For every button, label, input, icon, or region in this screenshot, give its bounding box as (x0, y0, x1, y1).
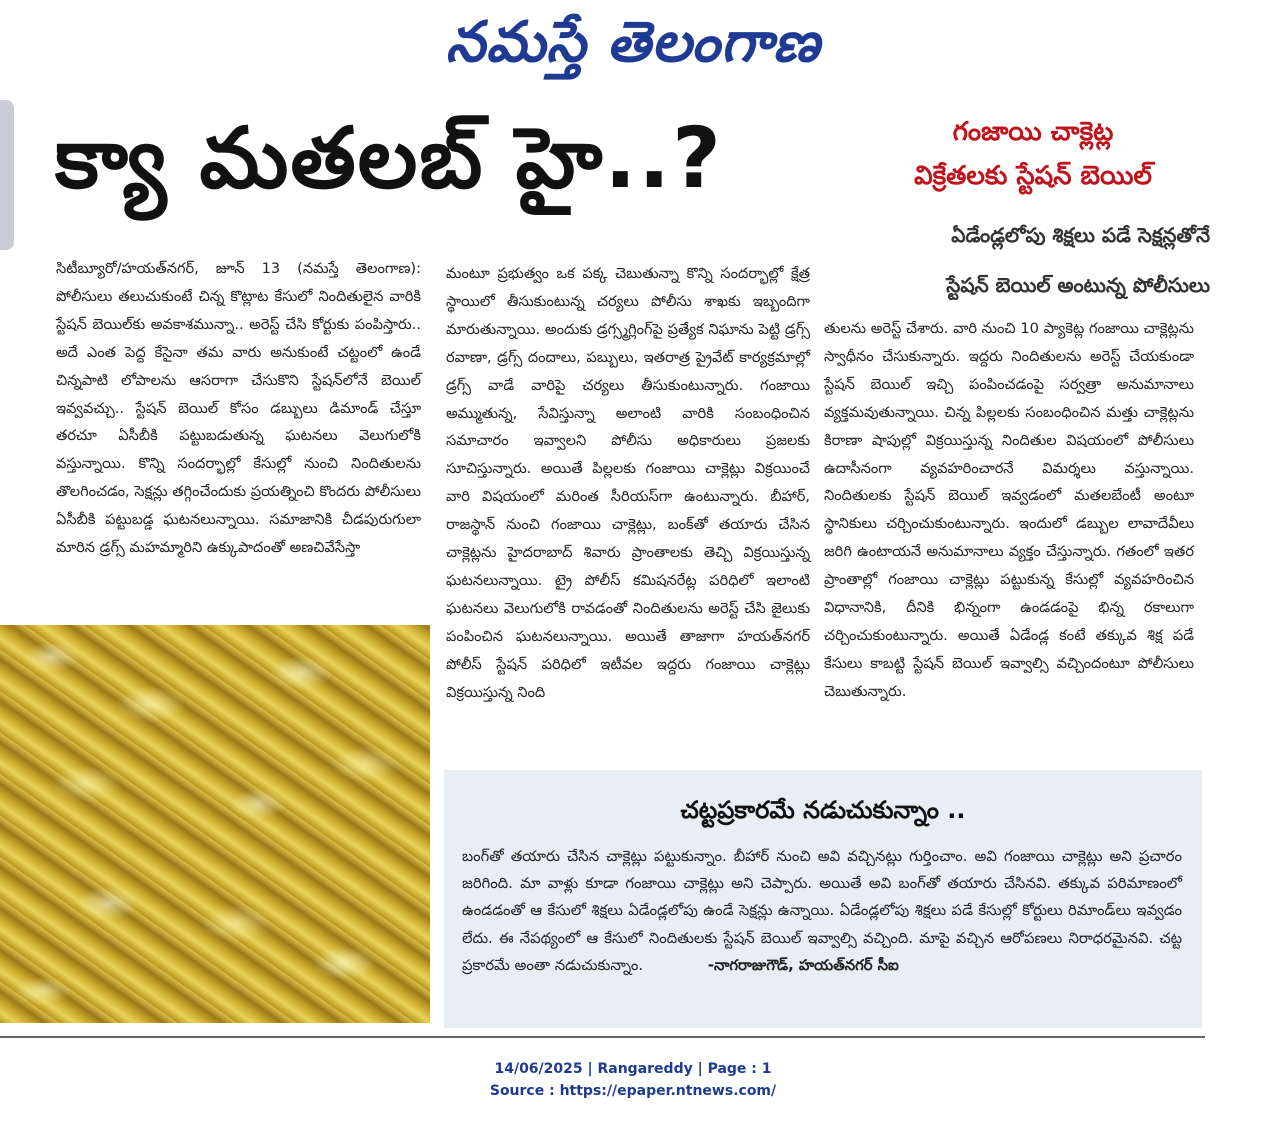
footer (0, 1058, 1266, 1102)
grey-subheadline-line2: స్టేషన్ బెయిల్ అంటున్న పోలీసులు (946, 273, 1210, 297)
masthead-logo: నమస్తే తెలంగాణ (445, 10, 821, 75)
chocolate-packets-photo (0, 625, 430, 1023)
red-subheadline-line1: గంజాయి చాక్లెట్ల (952, 117, 1114, 147)
footer-source-line: Source : https://epaper.ntnews.com/ (489, 1083, 777, 1099)
red-subheadline-line2: విక్రేతలకు స్టేషన్ బెయిల్ (914, 161, 1152, 191)
quote-signature: -నాగరాజుగౌడ్, హయత్‌నగర్ సీఐ (707, 956, 899, 974)
footer-date-line: 14/06/2025 | Rangareddy | Page : 1 (494, 1061, 772, 1077)
red-subheadline (858, 110, 1208, 198)
decorative-side-bar (0, 100, 14, 250)
grey-subheadline (835, 210, 1210, 310)
quote-body: బంగ్‌తో తయారు చేసిన చాక్లెట్లు పట్టుకున్నాం. బీహార్ నుంచి అవి వచ్చినట్లు గుర్తించాం. అవి గంజాయి చాక్లెట్లు అని ప్రచారం జరిగింది. మా వాళ్లు కూడా గంజాయి చాక్లెట్లు అని చెప్పారు. అయితే అవి బంగ్‌తో తయారు చేసినవి. తక్కువ పరిమాణంలో ఉండడంతో ఆ కేసులో శిక్షలు ఏడేండ్లలోపు ఉండే సెక్షన్లు ఉన్నాయి. ఏడేండ్లలోపు శిక్షలు పడే కేసుల్లో కోర్టులు రిమాండ్‌లు ఇవ్వడం లేదు. ఈ నేపథ్యంలో ఆ కేసులో నిందితులకు స్టేషన్ బెయిల్ ఇవ్వాల్సి వచ్చింది. మాపై వచ్చిన ఆరోపణలు నిరాధరమైనవి. చట్ట ప్రకారమే అంతా నడుచుకున్నాం. (462, 848, 1182, 974)
footer-divider (0, 1036, 1205, 1038)
article-column-2: మంటూ ప్రభుత్వం ఒక పక్క చెబుతున్నా కొన్ని సందర్భాల్లో క్షేత్ర స్థాయిలో తీసుకుంటున్న చర్యలు పోలీసు శాఖకు ఇబ్బందిగా మారుతున్నాయి. అందుకు డ్రగ్స్మగ్లింగ్‌పై ప్రత్యేక నిఘాను పెట్టి డ్రగ్స్ రవాణా, డ్రగ్స్ దందాలు, పబ్బులు, ఇతరాత్ర ప్రైవేట్ కార్యక్రమాల్లో డ్రగ్స్ వాడే వారిపై చర్యలు తీసుకుంటున్నారు. గంజాయి అమ్ముతున్న, సేవిస్తున్నా అలాంటి వారికి సంబంధించిన సమాచారం ఇవ్వాలని పోలీసు అధికారులు ప్రజలకు సూచిస్తున్నారు. అయితే పిల్లలకు గంజాయి చాక్లెట్లు విక్రయించే వారి విషయంలో మరింత సీరియస్‌గా ఉంటున్నారు. బీహార్, రాజస్థాన్ నుంచి గంజాయి చాక్లెట్లు, బంక్‌తో తయారు చేసిన చాక్లెట్లను హైదరాబాద్ శివారు ప్రాంతాలకు తెచ్చి విక్రయిస్తున్న ఘటనలున్నాయి. ట్రై పోలీస్ కమిషనరేట్ల పరిధిలో ఇలాంటి ఘటనలు వెలుగులోకి రావడంతో నిందితులను అరెస్ట్ చేసి జైలుకు పంపించిన ఘటనలున్నాయి. అయితే తాజాగా హయత్‌నగర్ పోలీస్ స్టేషన్ పరిధిలో ఇటీవల ఇద్దరు గంజాయి చాక్లెట్లు విక్రయిస్తున్న నింది (446, 265, 810, 701)
headline: క్యా మతలబ్ హై..? (55, 109, 723, 207)
quote-box-title: చట్టప్రకారమే నడుచుకున్నాం .. (680, 796, 966, 824)
article-column-1: సిటీబ్యూరో/హయత్‌నగర్, జూన్ 13 (నమస్తే తెలంగాణ): పోలీసులు తలుచుకుంటే చిన్న కొట్లాట కేసులో నిందితులైన వారికి స్టేషన్ బెయిల్‌కు అవకాశమున్నా.. అరెస్ట్ చేసి కోర్టుకు పంపిస్తారు.. అదే ఎంత పెద్ద కేసైనా తమ వారు అనుకుంటే చట్టంలో ఉండే చిన్నపాటి లోపాలను ఆసరాగా చేసుకొని స్టేషన్‌లోనే బెయిల్ ఇవ్వవచ్చు.. స్టేషన్ బెయిల్ కోసం డబ్బులు డిమాండ్ చేస్తూ తరచూ ఏసీబీకి పట్టుబడుతున్న ఘటనలు వెలుగులోకి వస్తున్నాయి. కొన్ని సందర్భాల్లో కేసుల్లో నుంచి నిందితులను తొలగించడం, సెక్షన్లు తగ్గించేందుకు ప్రయత్నించి కొందరు పోలీసులు ఏసీబీకి పట్టుబడ్డ ఘటనలున్నాయి. సమాజానికి చీడపురుగులా మారిన డ్రగ్స్ మహమ్మారిని ఉక్కుపాదంతో అణచివేసేస్తా (56, 260, 421, 557)
grey-subheadline-line1: ఏడేండ్లలోపు శిక్షలు పడే సెక్షన్లతోనే (951, 223, 1210, 247)
quote-box-text (462, 843, 1182, 979)
article-column-3: తులను అరెస్ట్ చేశారు. వారి నుంచి 10 ప్యాకెట్ల గంజాయి చాక్లెట్లను స్వాధీనం చేసుకున్నారు. ఇద్దరు నిందితులను అరెస్ట్ చేయకుండా స్టేషన్ బెయిల్ ఇచ్చి పంపించడంపై సర్వత్రా అనుమానాలు వ్యక్తమవుతున్నాయి. చిన్న పిల్లలకు సంబంధించిన మత్తు చాక్లెట్లను కిరాణా షాపుల్లో విక్రయిస్తున్న నిందితుల విషయంలో పోలీసులు ఉదాసీనంగా వ్యవహరించారనే విమర్శలు వస్తున్నాయి. నిందితులకు స్టేషన్ బెయిల్ ఇవ్వడంలో మతలబేంటీ అంటూ స్థానికులు చర్చించుకుంటున్నారు. ఇందులో డబ్బుల లావాదేవీలు జరిగి ఉంటాయనే అనుమానాలు వ్యక్తం చేస్తున్నారు. గతంలో ఇతర ప్రాంతాల్లో గంజాయి చాక్లెట్లు పట్టుకున్న కేసుల్లో వ్యవహరించిన విధానానికి, దీనికి భిన్నంగా ఉండడంపై భిన్న రకాలుగా చర్చించుకుంటున్నారు. అయితే ఏడేండ్ల కంటే తక్కువ శిక్ష పడే కేసులు కాబట్టి స్టేషన్ బెయిల్ ఇవ్వాల్సి వచ్చిందంటూ పోలీసులు చెబుతున్నారు. (824, 320, 1194, 700)
